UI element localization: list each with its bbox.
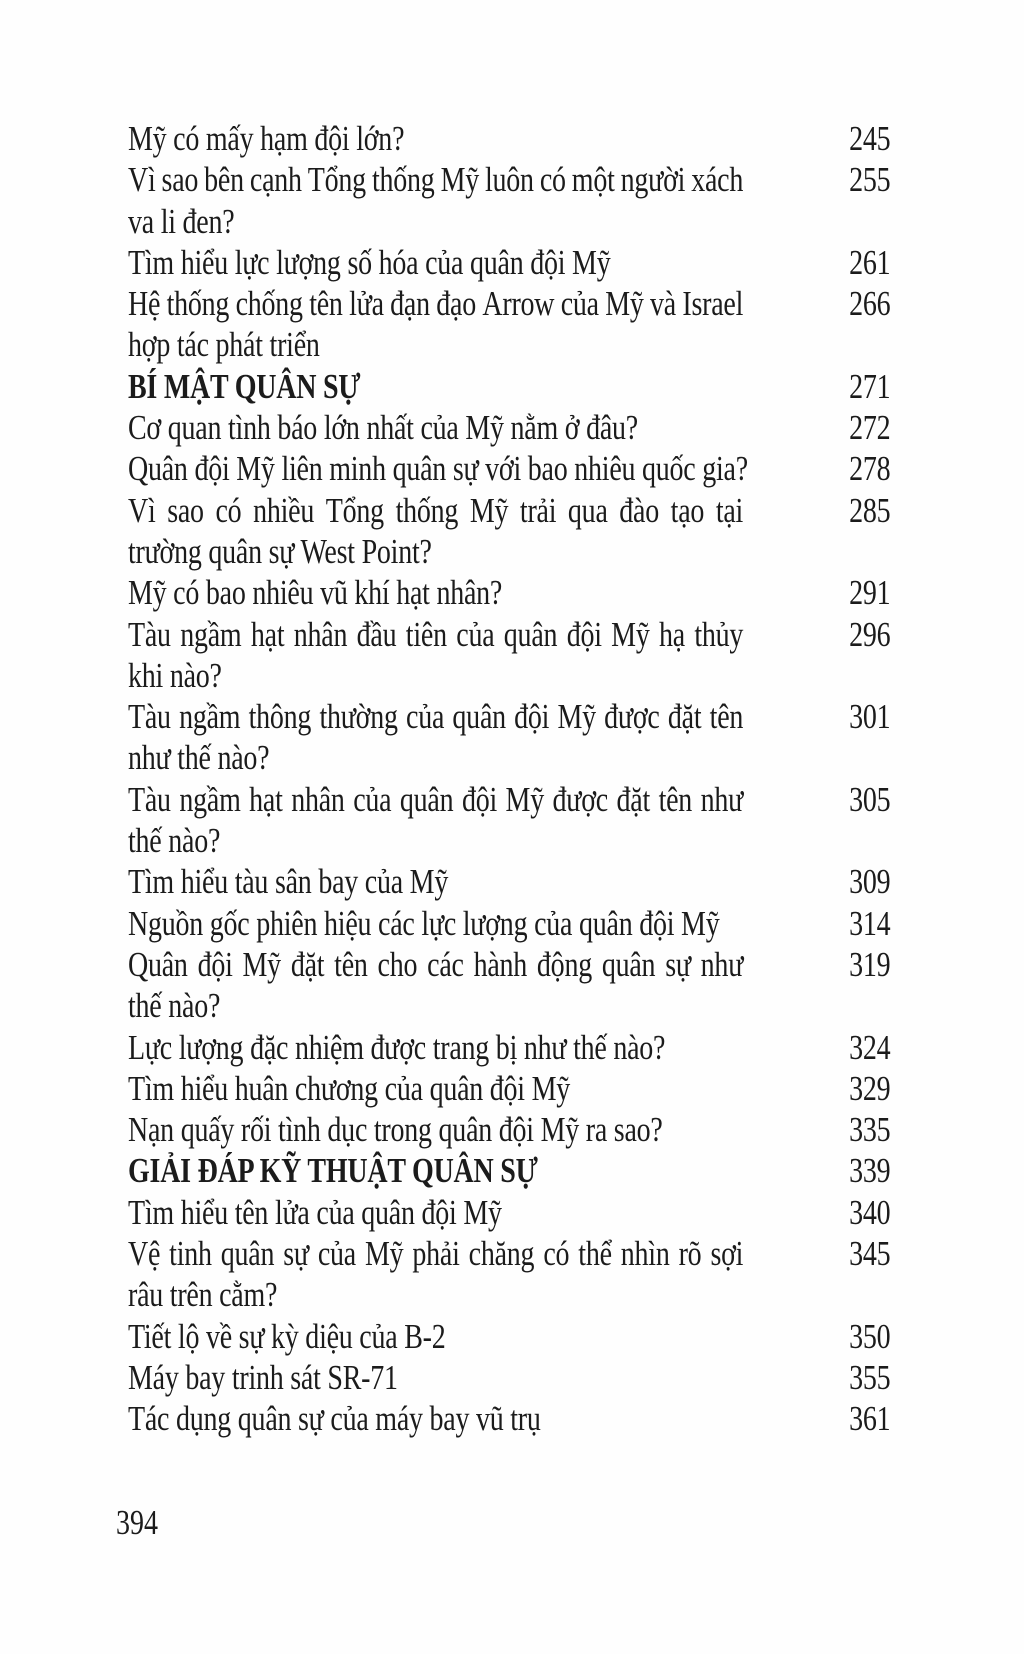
toc-entry xyxy=(128,944,890,1027)
toc-entry-page-number: 291 xyxy=(849,573,891,613)
toc-entry-title: Tàu ngầm thông thường của quân đội Mỹ được đặt tên như thế nào? xyxy=(128,697,744,778)
toc-entry-page-number: 339 xyxy=(849,1151,891,1191)
toc-entry-page-number: 340 xyxy=(849,1192,891,1232)
toc-entry-title: Vì sao có nhiều Tổng thống Mỹ trải qua đào tạo tại trường quân sự West Point? xyxy=(128,490,744,571)
toc-entry-page-number: 350 xyxy=(849,1316,891,1356)
toc-entry xyxy=(128,1109,890,1150)
toc-entry-page-number: 272 xyxy=(849,408,891,448)
toc-entry xyxy=(128,903,890,944)
toc-entry xyxy=(128,159,890,242)
toc-entry xyxy=(128,1357,890,1398)
toc-entry xyxy=(128,283,890,366)
toc-entry-title: Quân đội Mỹ đặt tên cho các hành động quân sự như thế nào? xyxy=(128,944,744,1026)
toc-entry-page-number: 285 xyxy=(849,490,891,530)
toc-entry-title: GIẢI ĐÁP KỸ THUẬT QUÂN SỰ xyxy=(128,1151,538,1191)
toc-entry-page-number: 319 xyxy=(849,944,891,984)
toc-entry-title: Quân đội Mỹ liên minh quân sự với bao nhiêu quốc gia? xyxy=(128,449,748,489)
toc-entry-title: Cơ quan tình báo lớn nhất của Mỹ nằm ở đâu? xyxy=(128,408,638,448)
toc-entry-title: Mỹ có bao nhiêu vũ khí hạt nhân? xyxy=(128,573,503,613)
toc-entry xyxy=(128,1027,890,1068)
toc-list xyxy=(128,118,890,1440)
toc-entry xyxy=(128,861,890,902)
toc-entry-page-number: 324 xyxy=(849,1027,891,1067)
toc-entry-page-number: 305 xyxy=(849,779,891,819)
toc-entry xyxy=(128,448,890,489)
toc-entry-page-number: 296 xyxy=(849,614,891,654)
toc-entry xyxy=(128,1233,890,1316)
toc-entry xyxy=(128,407,890,448)
toc-entry xyxy=(128,1150,890,1191)
toc-entry-title: Tàu ngầm hạt nhân đầu tiên của quân đội Mỹ hạ thủy khi nào? xyxy=(128,614,744,695)
toc-entry-title: Mỹ có mấy hạm đội lớn? xyxy=(128,119,405,158)
toc-entry-title: Hệ thống chống tên lửa đạn đạo Arrow của Mỹ và Israel hợp tác phát triển xyxy=(128,284,744,365)
toc-entry-page-number: 314 xyxy=(849,903,891,943)
toc-entry-title: Tác dụng quân sự của máy bay vũ trụ xyxy=(128,1399,541,1439)
toc-entry-title: Máy bay trinh sát SR-71 xyxy=(128,1357,398,1397)
toc-entry-page-number: 345 xyxy=(849,1234,891,1274)
toc-entry xyxy=(128,118,890,159)
toc-entry xyxy=(128,1316,890,1357)
toc-entry-title: Tìm hiểu huân chương của quân đội Mỹ xyxy=(128,1068,571,1108)
page-number: 394 xyxy=(116,1503,158,1542)
toc-entry-page-number: 301 xyxy=(849,697,891,737)
toc-entry xyxy=(128,779,890,862)
toc-entry-page-number: 309 xyxy=(849,862,891,902)
toc-entry-page-number: 355 xyxy=(849,1357,891,1397)
toc-entry-page-number: 245 xyxy=(849,119,891,158)
toc-entry-page-number: 255 xyxy=(849,160,891,200)
toc-entry-title: Tiết lộ về sự kỳ diệu của B-2 xyxy=(128,1316,446,1356)
toc-entry xyxy=(128,1398,890,1439)
toc-entry-title: Nguồn gốc phiên hiệu các lực lượng của quân đội Mỹ xyxy=(128,903,720,943)
toc-entry-title: Tàu ngầm hạt nhân của quân đội Mỹ được đặt tên như thế nào? xyxy=(128,779,744,861)
toc-entry xyxy=(128,1192,890,1233)
toc-entry-title: Vì sao bên cạnh Tổng thống Mỹ luôn có một người xách va li đen? xyxy=(128,160,744,241)
toc-entry xyxy=(128,572,890,613)
toc-entry xyxy=(128,490,890,573)
toc-entry-page-number: 266 xyxy=(849,284,891,324)
toc-entry-title: Lực lượng đặc nhiệm được trang bị như thế nào? xyxy=(128,1027,666,1067)
toc-entry xyxy=(128,1068,890,1109)
toc-entry-page-number: 329 xyxy=(849,1068,891,1108)
toc-entry-title: Tìm hiểu tên lửa của quân đội Mỹ xyxy=(128,1192,502,1232)
toc-entry-page-number: 361 xyxy=(849,1399,891,1439)
toc-entry-page-number: 261 xyxy=(849,242,891,282)
toc-entry-title: Tìm hiểu lực lượng số hóa của quân đội Mỹ xyxy=(128,242,611,282)
toc-entry xyxy=(128,366,890,407)
toc-entry-title: Nạn quấy rối tình dục trong quân đội Mỹ ra sao? xyxy=(128,1110,663,1150)
toc-entry xyxy=(128,614,890,697)
toc-entry-page-number: 271 xyxy=(849,366,891,406)
toc-entry-title: Vệ tinh quân sự của Mỹ phải chăng có thể nhìn rõ sợi râu trên cằm? xyxy=(128,1234,744,1315)
toc-entry xyxy=(128,696,890,779)
toc-entry-page-number: 335 xyxy=(849,1110,891,1150)
toc-entry-title: Tìm hiểu tàu sân bay của Mỹ xyxy=(128,862,449,902)
toc-entry-title: BÍ MẬT QUÂN SỰ xyxy=(128,366,361,406)
toc-entry xyxy=(128,242,890,283)
toc-entry-page-number: 278 xyxy=(849,449,891,489)
